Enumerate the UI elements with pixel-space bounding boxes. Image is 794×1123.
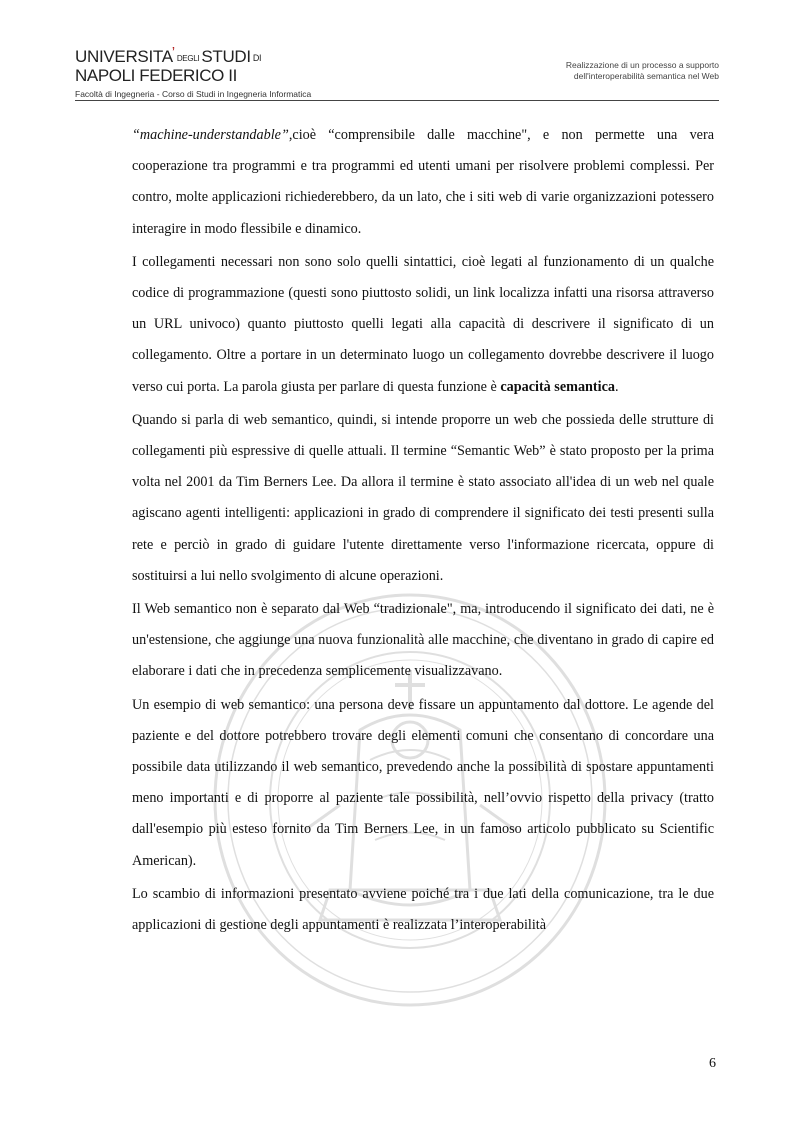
italic-term: “machine-understandable” (132, 127, 289, 143)
running-header-line-2: dell'interoperabilità semantica nel Web (573, 71, 719, 81)
paragraph-6: Lo scambio di informazioni presentato avviene poiché tra i due lati della comunicazione, tra le due applicazioni di gestione degli appuntamenti è realizzata l’interoperabilità (132, 885, 714, 934)
paragraph-1-text: ,cioè “comprensibile dalle macchine", e non permette una vera cooperazione tra programmi e tra programmi ed utenti umani per risolvere problemi complessi. Per contro, molte applicazioni richiederebbero, da un lato, che i siti web di varie organizzazioni potessero interagire in modo flessibile e dinamico. (132, 127, 714, 237)
body-text (132, 120, 714, 941)
logo-line-1 (75, 44, 311, 68)
running-header-line-1: Realizzazione di un processo a supporto (565, 60, 719, 70)
paragraph-2-text: I collegamenti necessari non sono solo quelli sintattici, cioè legati al funzionamento di un qualche codice di programmazione (questi sono piuttosto solidi, un link localizza infatti una risorsa attraverso un URL univoco) quanto piuttosto quelli legati alla capacità di descrivere il significato di un collegamento. Oltre a portare in un determinato luogo un collegamento dovrebbe descrivere il luogo verso cui porta. La parola giusta per parlare di questa funzione è (132, 253, 714, 395)
faculty-line: Facoltà di Ingegneria - Corso di Studi in Ingegneria Informatica (75, 89, 312, 99)
page-number: 6 (709, 1056, 716, 1071)
logo-word-studi: STUDI (201, 47, 251, 66)
logo-word-di: DI (252, 53, 262, 63)
university-logo (75, 44, 311, 99)
running-header (566, 60, 719, 82)
paragraph-4: Il Web semantico non è separato dal Web “tradizionale", ma, introducendo il significato dei dati, ne è un'estensione, che aggiunge una nuova funzionalità alle macchine, che diventano in grado di capire ed elaborare i dati che in precedenza semplicemente visualizzavano. (132, 601, 714, 680)
logo-word-degli: DEGLI (176, 54, 200, 63)
paragraph-2-end: . (615, 378, 619, 395)
logo-word-universita: UNIVERSITA (75, 47, 173, 66)
paragraph-1 (132, 120, 714, 245)
logo-apostrophe: ’ (171, 44, 175, 61)
logo-line-2: NAPOLI FEDERICO II (75, 66, 237, 85)
paragraph-2 (132, 247, 714, 403)
header-rule (75, 100, 719, 101)
paragraph-5: Un esempio di web semantico: una persona deve fissare un appuntamento dal dottore. Le agende del paziente e del dottore potrebbero trovare degli elementi comuni che consentano di concordare una possibile data utilizzando il web semantico, prevedendo anche la possibilità di spostare appuntamenti meno importanti e di proporre al paziente tale possibilità, nell’ovvio rispetto della privacy (tratto dall'esempio più esteso fornito da Tim Berners Lee, in un famoso articolo pubblicato su Scientific American). (132, 696, 714, 869)
paragraph-3: Quando si parla di web semantico, quindi, si intende proporre un web che possieda delle strutture di collegamenti più espressive di quelle attuali. Il termine “Semantic Web” è stato proposto per la prima volta nel 2001 da Tim Berners Lee. Da allora il termine è stato associato all'idea di un web nel quale agiscano agenti intelligenti: applicazioni in grado di comprendere il significato dei testi presenti sulla rete e perciò in grado di guidare l'utente direttamente verso l'informazione ricercata, oppure di sostituirsi a lui nello svolgimento di alcune operazioni. (132, 411, 714, 584)
bold-term: capacità semantica (500, 378, 615, 395)
